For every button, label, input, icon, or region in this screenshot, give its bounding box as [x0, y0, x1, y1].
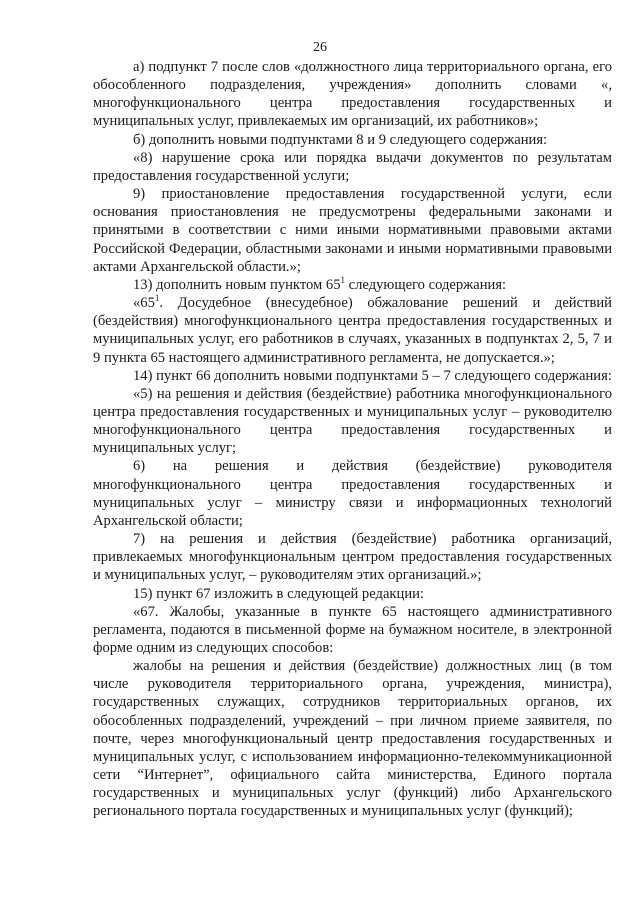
paragraph-subitem-6: 6) на решения и действия (бездействие) руководителя многофункционального центра предоставления государственных и муниципальных услуг – министру связи и информационных технологий Архангельской области;: [93, 458, 612, 529]
paragraph-point-13: [93, 276, 612, 294]
paragraph-subitem-5: «5) на решения и действия (бездействие) работника многофункционального центра предоставления государственных и муниципальных услуг – руководителю многофункционального центра предоставления государственных и муниципальных услуг;: [93, 385, 612, 457]
page-number: 26: [313, 40, 327, 55]
paragraph-subitem-9: 9) приостановление предоставления государственной услуги, если основания приостановления не предусмотрены федеральными законами и принятыми в соответствии с ними иными нормативными правовыми актами Российской Федерации, областными законами и иными нормативными правовыми актами Архангельской области.»;: [93, 186, 612, 275]
paragraph-point-15: 15) пункт 67 изложить в следующей редакции:: [133, 585, 424, 602]
paragraph-complaints: жалобы на решения и действия (бездействие) должностных лиц (в том числе руководителя территориального органа, учреждения, министра), государственных служащих, сотрудников территориальных органов, их обособленных подразделений, учреждений – при личном приеме заявителя, по почте, через многофункциональный центр предоставления государственных и муниципальных услуг, с использованием информационно-телекоммуникационной сети “Интернет”, официального сайта министерства, Единого портала государственных и муниципальных услуг (функций) либо Архангельского регионального портала государственных и муниципальных услуг (функций);: [93, 658, 612, 820]
paragraph-text: «65: [133, 295, 155, 312]
superscript-index: 1: [154, 293, 160, 304]
paragraph-subitem-7: 7) на решения и действия (бездействие) работника организаций, привлекаемых многофункциональным центром предоставления государственных и муниципальных услуг, – руководителям этих организаций.»;: [93, 531, 612, 584]
paragraph-item-a: а) подпункт 7 после слов «должностного лица территориального органа, его обособленного подразделения, учреждения» дополнить словами «, многофункционального центра предоставления государственных и муниципальных услуг, привлекаемых им организаций, их работников»;: [93, 59, 612, 130]
superscript-index: 1: [340, 275, 346, 286]
paragraph-text: следующего содержания:: [345, 276, 507, 293]
paragraph-text: 13) дополнить новым пунктом 65: [133, 276, 341, 293]
paragraph-point-14: 14) пункт 66 дополнить новыми подпунктами 5 – 7 следующего содержания:: [133, 367, 612, 384]
paragraph-point-65-1: [93, 294, 612, 367]
paragraph-point-67: «67. Жалобы, указанные в пункте 65 настоящего административного регламента, подаются в письменной форме на бумажном носителе, в электронной форме одним из следующих способов:: [93, 603, 612, 656]
document-body: [93, 58, 612, 821]
paragraph-item-b: б) дополнить новыми подпунктами 8 и 9 следующего содержания:: [133, 131, 548, 148]
paragraph-subitem-8: «8) нарушение срока или порядка выдачи документов по результатам предоставления государственной услуги;: [93, 149, 612, 184]
paragraph-text: . Досудебное (внесудебное) обжалование решений и действий (бездействия) многофункционального центра предоставления государственных и муниципальных услуг, его работников в случаях, указанных в подпунктах 2, 5, 7 и 9 пункта 65 настоящего административного регламента, не допускается.»;: [93, 295, 612, 366]
